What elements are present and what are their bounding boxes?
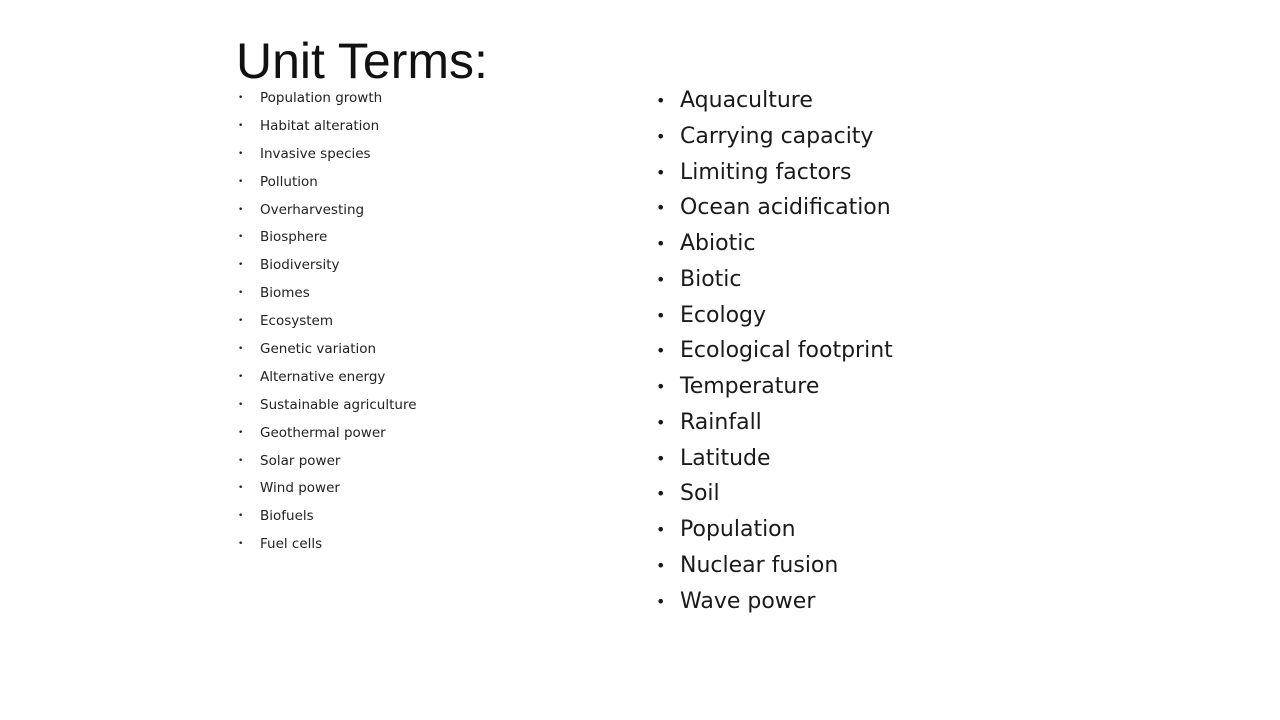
term-text: Limiting factors bbox=[680, 159, 852, 185]
term-text: Ocean acidification bbox=[680, 195, 891, 221]
right-term-list bbox=[656, 83, 893, 619]
list-item bbox=[656, 405, 893, 441]
bullet-icon: • bbox=[238, 483, 244, 494]
bullet-icon: • bbox=[238, 344, 244, 355]
list-item bbox=[236, 196, 417, 224]
term-text: Biosphere bbox=[260, 229, 328, 246]
term-text: Solar power bbox=[260, 452, 341, 469]
term-text: Wave power bbox=[680, 588, 816, 614]
list-item bbox=[236, 363, 417, 391]
list-item bbox=[236, 140, 417, 168]
list-item bbox=[656, 369, 893, 405]
bullet-icon: • bbox=[238, 455, 244, 466]
list-item bbox=[236, 279, 417, 307]
bullet-icon: • bbox=[238, 316, 244, 327]
list-item bbox=[656, 83, 893, 119]
list-item bbox=[236, 335, 417, 363]
bullet-icon: • bbox=[238, 399, 244, 410]
list-item bbox=[656, 333, 893, 369]
bullet-icon: • bbox=[238, 93, 244, 103]
list-item bbox=[236, 112, 417, 140]
list-item bbox=[656, 584, 893, 620]
term-text: Fuel cells bbox=[260, 536, 323, 553]
term-text: Ecology bbox=[680, 302, 767, 328]
bullet-icon: • bbox=[656, 555, 666, 575]
term-text: Aquaculture bbox=[680, 88, 813, 113]
bullet-icon: • bbox=[656, 412, 666, 432]
bullet-icon: • bbox=[656, 198, 666, 218]
bullet-icon: • bbox=[656, 591, 666, 611]
term-text: Wind power bbox=[260, 480, 340, 497]
term-text: Population bbox=[680, 517, 796, 542]
term-text: Biofuels bbox=[260, 508, 314, 525]
term-text: Carrying capacity bbox=[680, 123, 874, 149]
term-text: Alternative energy bbox=[260, 368, 386, 385]
term-text: Rainfall bbox=[680, 409, 762, 435]
list-item bbox=[656, 548, 893, 584]
bullet-icon: • bbox=[238, 427, 244, 438]
term-text: Ecological footprint bbox=[680, 338, 893, 364]
list-item bbox=[236, 84, 417, 112]
list-item bbox=[236, 251, 417, 279]
term-text: Biomes bbox=[260, 285, 310, 302]
term-text: Biotic bbox=[680, 266, 742, 292]
bullet-icon: • bbox=[656, 162, 666, 182]
list-item bbox=[656, 155, 893, 191]
bullet-icon: • bbox=[238, 204, 244, 215]
bullet-icon: • bbox=[238, 232, 244, 243]
list-item bbox=[236, 474, 417, 502]
bullet-icon: • bbox=[238, 539, 244, 550]
bullet-icon: • bbox=[238, 511, 244, 522]
bullet-icon: • bbox=[656, 341, 666, 361]
list-item bbox=[236, 447, 417, 475]
bullet-icon: • bbox=[238, 288, 244, 299]
list-item bbox=[656, 512, 893, 548]
term-text: Geothermal power bbox=[260, 424, 386, 441]
bullet-icon: • bbox=[656, 91, 666, 110]
list-item bbox=[236, 391, 417, 419]
bullet-icon: • bbox=[656, 484, 666, 504]
list-item bbox=[236, 530, 417, 558]
left-term-list bbox=[236, 84, 417, 558]
list-item bbox=[656, 190, 893, 226]
term-text: Sustainable agriculture bbox=[260, 396, 417, 413]
list-item bbox=[236, 419, 417, 447]
list-item bbox=[236, 223, 417, 251]
bullet-icon: • bbox=[238, 148, 244, 159]
list-item bbox=[656, 476, 893, 512]
list-item bbox=[656, 262, 893, 298]
term-text: Genetic variation bbox=[260, 341, 377, 358]
term-text: Soil bbox=[680, 481, 720, 507]
bullet-icon: • bbox=[238, 120, 244, 131]
bullet-icon: • bbox=[656, 234, 666, 253]
bullet-icon: • bbox=[656, 448, 666, 468]
term-text: Population growth bbox=[260, 90, 383, 106]
bullet-icon: • bbox=[656, 126, 666, 146]
term-text: Pollution bbox=[260, 173, 318, 190]
list-item bbox=[656, 226, 893, 262]
list-item bbox=[656, 298, 893, 334]
term-text: Overharvesting bbox=[260, 201, 365, 218]
list-item bbox=[656, 119, 893, 155]
term-text: Biodiversity bbox=[260, 257, 340, 274]
slide-title: Unit Terms: bbox=[236, 33, 488, 89]
list-item bbox=[236, 168, 417, 196]
term-text: Nuclear fusion bbox=[680, 552, 839, 578]
term-text: Ecosystem bbox=[260, 313, 334, 330]
bullet-icon: • bbox=[656, 269, 666, 289]
bullet-icon: • bbox=[656, 305, 666, 325]
bullet-icon: • bbox=[238, 176, 244, 187]
term-text: Habitat alteration bbox=[260, 117, 380, 134]
term-text: Invasive species bbox=[260, 145, 371, 162]
list-item bbox=[236, 502, 417, 530]
bullet-icon: • bbox=[238, 260, 244, 271]
bullet-icon: • bbox=[238, 371, 244, 382]
term-text: Latitude bbox=[680, 445, 771, 471]
term-text: Abiotic bbox=[680, 231, 756, 256]
bullet-icon: • bbox=[656, 520, 666, 539]
bullet-icon: • bbox=[656, 377, 666, 396]
list-item bbox=[656, 441, 893, 477]
list-item bbox=[236, 307, 417, 335]
term-text: Temperature bbox=[680, 374, 820, 399]
